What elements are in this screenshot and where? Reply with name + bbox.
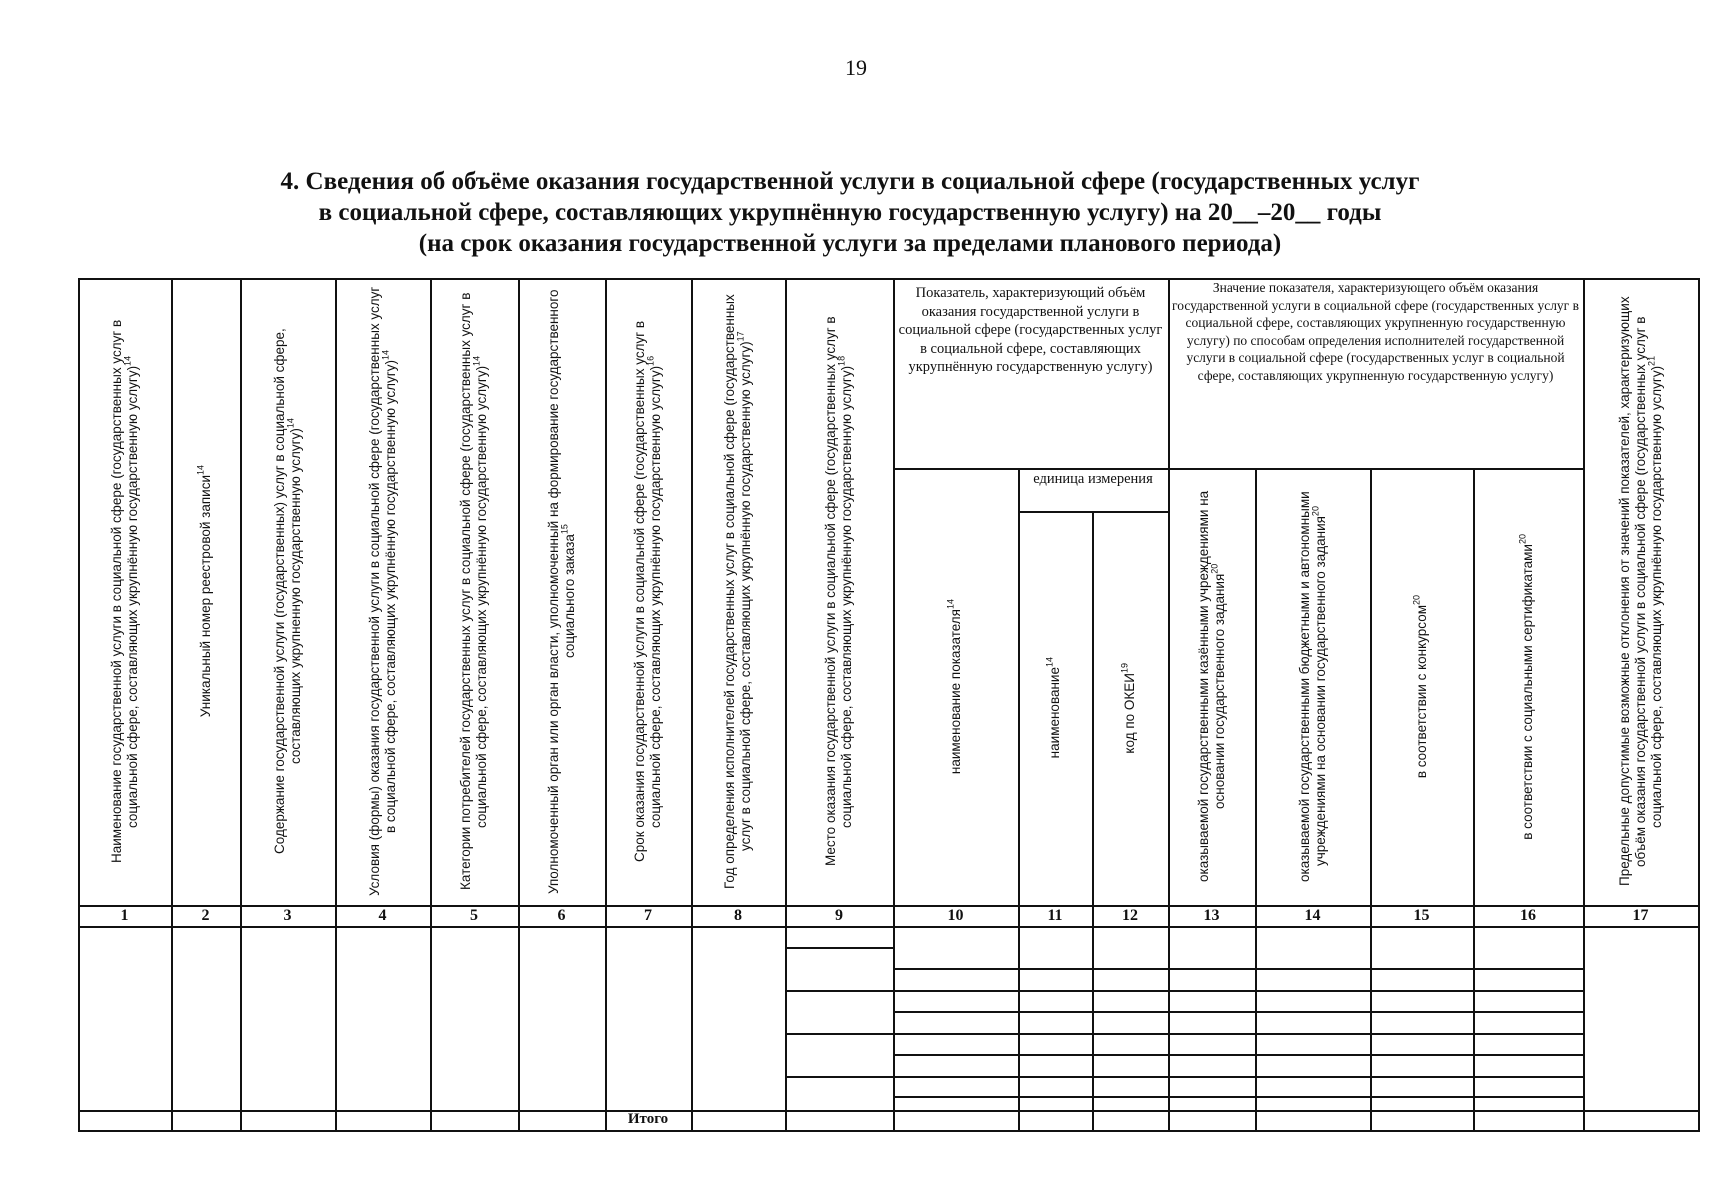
group-header-unit: единица измерения [1033, 471, 1153, 487]
column-number: 12 [1122, 907, 1138, 924]
title-line-1: 4. Сведения об объёме оказания государственной услуги в социальной сфере (государственных услуг [280, 168, 1420, 195]
column-header-label: наименование показателя$^{14}$ [945, 598, 963, 775]
column-header-14 [1258, 474, 1367, 899]
column-header-16 [1476, 474, 1580, 899]
column-number: 15 [1413, 907, 1430, 924]
table-rule-vertical [518, 278, 520, 1130]
table-rule-horizontal [78, 1110, 1698, 1112]
table-rule-horizontal [893, 468, 1583, 470]
table-rule-horizontal [893, 968, 1583, 970]
table-rule-vertical [691, 278, 693, 1130]
table-rule-vertical [1168, 278, 1170, 1130]
column-number: 4 [378, 907, 387, 924]
table-rule-vertical [1583, 278, 1585, 1130]
column-number: 7 [644, 907, 652, 924]
column-header-2 [174, 284, 237, 899]
column-header-7 [608, 284, 688, 899]
table-rule-vertical [240, 278, 242, 1130]
column-number: 16 [1520, 907, 1536, 924]
footnote-marker: 20 [1310, 506, 1320, 517]
table-rule-vertical [1018, 468, 1020, 1130]
column-header-5 [433, 284, 515, 899]
table-rule-vertical [1473, 468, 1475, 1130]
footnote-marker: 14 [471, 355, 482, 366]
table-rule-horizontal [893, 1054, 1583, 1056]
footnote-marker: 14 [195, 465, 205, 476]
footnote-marker: 20 [1411, 594, 1421, 605]
table-rule-horizontal [893, 1011, 1583, 1013]
column-header-13 [1171, 474, 1252, 899]
table-rule-horizontal [785, 1076, 1583, 1078]
footnote-marker: 18 [836, 355, 847, 366]
column-header-10 [896, 474, 1015, 899]
footnote-marker: 17 [735, 331, 746, 342]
column-header-label: оказываемой государственными бюджетными и автономными учреждениями на основании государственного задания$^{20}$ [1296, 491, 1328, 882]
footnote-marker: 14 [285, 418, 295, 429]
column-number: 2 [201, 907, 210, 924]
column-number: 13 [1203, 907, 1220, 924]
column-header-label: Место оказания государственной услуги в социальной сфере (государственных услуг в социальной сфере, составляющих укрупнённую государственную услугу)$^{18}$ [823, 316, 854, 867]
column-header-label: Год определения исполнителей государственных услуг в социальной сфере (государственных услуг в социальной сфере, составляющих укрупнённую государственную услугу)$^{17}$ [722, 294, 753, 889]
column-number: 10 [947, 907, 964, 924]
group-header-indicator: Показатель, характеризующий объём оказания государственной услуги в социальной сфере (государственных услуг в социальной сфере, составляющих укрупнённую государственную услугу) [898, 285, 1163, 375]
table-rule-vertical [1255, 468, 1257, 1130]
column-header-label: Уникальный номер реестровой записи$^{14}$ [195, 465, 213, 718]
column-header-4 [338, 284, 427, 899]
table-rule-vertical [78, 278, 80, 1130]
table-rule-vertical [171, 278, 173, 1130]
column-header-label: в соответствии с социальными сертификатами$^{20}$ [1517, 533, 1535, 840]
footnote-marker: 20 [1517, 533, 1528, 544]
table-rule-horizontal [785, 990, 1583, 992]
column-number: 8 [734, 907, 742, 924]
table-rule-vertical [1370, 468, 1372, 1130]
table-rule-horizontal [1018, 511, 1168, 513]
table-rule-horizontal [78, 1130, 1700, 1132]
page-title [180, 166, 1520, 259]
title-line-2: в социальной сфере, составляющих укрупнённую государственную услугу) на 20__–20__ годы [318, 199, 1382, 226]
column-number: 17 [1632, 907, 1649, 924]
column-header-3 [243, 284, 332, 899]
column-header-12 [1095, 517, 1165, 899]
group-header-value: Значение показателя, характеризующего объём оказания государственной услуги в социальной сфере (государственных услуг в социальной сфере, составляющих укрупненную государственную услугу) по способам определения исполнителей государственной услуги в социальной сфере (государственных услуг в социальной сфере, составляющих укрупненную государственную услугу) [1172, 280, 1579, 383]
column-header-label: Категории потребителей государственных услуг в социальной сфере (государственных услуг в социальной сфере, составляющих укрупнённую государственную услугу)$^{14}$ [458, 292, 489, 891]
column-header-9 [788, 284, 890, 899]
column-number: 9 [835, 907, 843, 924]
column-number: 14 [1304, 907, 1321, 924]
footnote-marker: 20 [1209, 563, 1219, 574]
column-header-label: в соответствии с конкурсом$^{20}$ [1411, 594, 1429, 779]
table-rule-vertical [1698, 278, 1700, 1130]
column-number: 5 [470, 907, 478, 924]
table-rule-horizontal [78, 278, 1698, 280]
column-number: 1 [120, 907, 129, 924]
column-header-11 [1021, 517, 1089, 899]
table-rule-horizontal [893, 1096, 1583, 1098]
footnote-marker: 19 [1119, 662, 1130, 673]
table-rule-horizontal [785, 947, 893, 949]
column-number: 6 [557, 907, 566, 924]
page-number: 19 [845, 55, 867, 80]
table-rule-horizontal [785, 1033, 1583, 1035]
column-header-15 [1373, 474, 1470, 899]
column-header-8 [694, 284, 782, 899]
column-number: 11 [1047, 907, 1063, 924]
column-header-label: Содержание государственной услуги (государственных) услуг в социальной сфере, составляющих укрупненную государственную услугу)$^{14}$ [271, 328, 303, 855]
column-header-label: Предельные допустимые возможные отклонения от значений показателей, характеризующих объём оказания государственной услуги в социальной сфере (государственных услуг в социальной сфере, составляющих укрупнённую государственную услугу)$^{21}$ [1616, 296, 1664, 887]
column-header-label: Срок оказания государственной услуги в социальной сфере (государственных услуг в социальной сфере, составляющих укрупнённую государственную услугу)$^{16}$ [632, 320, 663, 863]
footnote-marker: 14 [945, 598, 955, 609]
footnote-marker: 15 [559, 524, 569, 535]
column-header-label: код по ОКЕИ$^{19}$ [1119, 662, 1137, 754]
footnote-marker: 21 [1646, 355, 1656, 366]
column-header-label: наименование$^{14}$ [1044, 657, 1062, 759]
table-rule-vertical [430, 278, 432, 1130]
table-rule-vertical [785, 278, 787, 1130]
table-rule-vertical [605, 278, 607, 1130]
title-line-3: (на срок оказания государственной услуги за пределами планового периода) [418, 230, 1282, 257]
table-rule-vertical [893, 278, 895, 1130]
column-header-label: оказываемой государственными казёнными учреждениями на основании государственного задания$^{20}$ [1195, 490, 1227, 883]
column-header-6 [521, 284, 602, 899]
column-header-label: Наименование государственной услуги в социальной сфере (государственных услуг в социальной сфере, составляющих укрупнённую государственную услугу)$^{14}$ [108, 319, 140, 864]
column-header-17 [1586, 284, 1695, 899]
indicators-table [78, 278, 1698, 1130]
column-header-label: Условия (формы) оказания государственной услуги в социальной сфере (государственных услуг в социальной сфере, составляющих укрупнённую государственную услугу)$^{14}$ [366, 286, 398, 897]
footnote-marker: 14 [122, 355, 132, 366]
footnote-marker: 14 [1044, 657, 1055, 668]
table-rule-vertical [335, 278, 337, 1130]
total-label: Итого [627, 1111, 669, 1127]
table-rule-horizontal [78, 926, 1698, 928]
footnote-marker: 14 [380, 350, 390, 361]
column-header-label: Уполномоченный орган или орган власти, уполномоченный на формирование государственного социального заказа$^{15}$ [545, 289, 577, 894]
column-header-1 [81, 284, 168, 899]
table-rule-vertical [1092, 511, 1094, 1130]
column-number: 3 [283, 907, 292, 924]
footnote-marker: 16 [645, 355, 656, 366]
